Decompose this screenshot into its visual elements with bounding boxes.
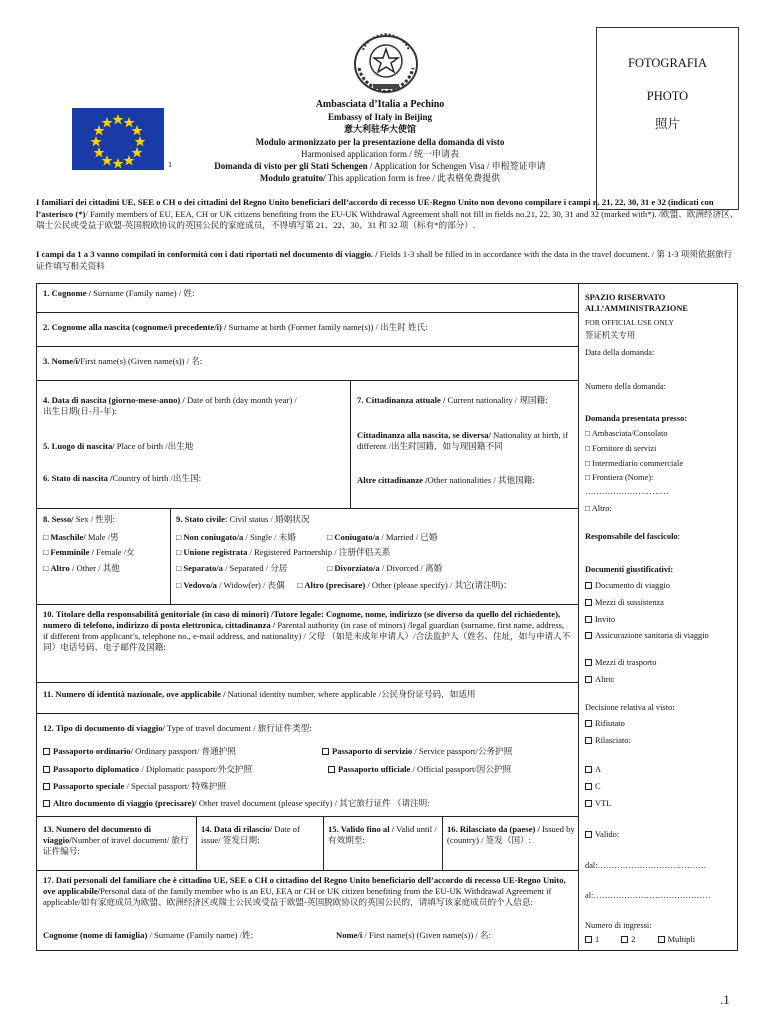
lodged-embassy-checkbox[interactable]: □ Ambasciata/Consolato — [585, 429, 668, 438]
form-title: Modulo armonizzato per la presentazione della domanda di visto — [255, 137, 505, 147]
eu-stars-icon — [72, 108, 164, 170]
official-use-cn: 签证机关专用 — [585, 331, 636, 340]
file-handled-by-label: Responsabile del fascicolo: — [585, 532, 680, 541]
nationality-at-birth-field[interactable]: Cittadinanza alla nascita, se diversa/ Nationality at birth, if different /出生时国籍，如与现国籍不同 — [357, 430, 569, 451]
doc-insurance-checkbox[interactable]: Assicurazione sanitaria di viaggio — [585, 630, 733, 641]
visa-type-a-checkbox[interactable]: A — [585, 764, 733, 775]
family-member-surname-field[interactable]: Cognome (nome di famiglia) / Surname (Family name) /姓: — [43, 930, 254, 940]
entries-1-checkbox[interactable]: 1 — [585, 935, 599, 944]
number-of-entries-label: Numero di ingressi: — [585, 921, 652, 930]
photo-label-it: FOTOGRAFIA — [628, 56, 707, 70]
photo-box — [596, 27, 739, 210]
civil-divorced-checkbox[interactable]: □ Divorziato/a / Divorced / 离婚 — [327, 563, 443, 573]
official-use-title: SPAZIO RISERVATO ALL’AMMINISTRAZIONE — [585, 293, 688, 313]
application-date-label: Data della domanda: — [585, 348, 655, 357]
other-nationalities-field[interactable]: Altre cittadinanze /Other nationalities / 其他国籍: — [357, 475, 535, 485]
supporting-documents-label: Documenti giustificativi: — [585, 565, 674, 574]
schengen-title: Domanda di visto per gli Stati Schengen / Application for Schengen Visa / 申根签证申请 — [214, 161, 546, 171]
lodged-service-provider-checkbox[interactable]: □ Fornitore di servizi — [585, 444, 657, 453]
border-name-line: ………………………… — [585, 487, 669, 496]
diplomatic-passport-checkbox[interactable]: Passaporto diplomatico / Diplomatic passport/外交护照 — [43, 764, 252, 775]
other-travel-document-checkbox[interactable]: Altro documento di viaggio (precisare)/ Other travel document (please specify) / 其它旅行证件 （请注明: — [43, 798, 430, 809]
doc-invitation-checkbox[interactable]: Invito — [585, 614, 733, 625]
entries-2-checkbox[interactable]: 2 — [621, 935, 635, 944]
eu-flag — [72, 108, 164, 170]
civil-married-checkbox[interactable]: □ Coniugato/a / Married / 已婚 — [327, 532, 438, 542]
sex-male-checkbox[interactable]: □ Maschile/ Male /男 — [43, 532, 119, 542]
current-nationality-field[interactable]: 7. Cittadinanza attuale / Current nationality / 现国籍: — [357, 395, 548, 405]
parental-authority-field[interactable]: 10. Titolare della responsabilità genitoriale (in caso di minori) /Tutore legale: Cognome, nome, indirizzo (se diverso da quello del richiedente), numero di telefono, indirizzo di posta elettronica, cittadinanza / Parental authority (in case of minors) /legal guardian (surname, first name, address, if different from applicant’s, telephone no., e-mail address, and nationality) / 父母 （如是未成年申请人）/合法监护人（姓名、住址，如与申请人不同）电话号码、电子邮件及国籍: — [43, 609, 571, 652]
sex-female-checkbox[interactable]: □ Femminile / Female /女 — [43, 547, 135, 557]
lodged-other-checkbox[interactable]: □ Altro: — [585, 504, 612, 513]
photo-label-en: PHOTO — [646, 89, 689, 103]
issued-checkbox[interactable]: Rilasciato: — [585, 735, 733, 746]
valid-until-field[interactable]: 15. Valido fino al / Valid until /有效期至: — [328, 824, 437, 845]
entries-multiple-checkbox[interactable]: Multipli — [658, 935, 695, 944]
applicant-fields-table — [36, 283, 579, 951]
free-form-note: Modulo gratuito/ This application form is free / 此表格免费提供 — [259, 173, 501, 183]
surname-at-birth-field[interactable]: 2. Cognome alla nascita (cognome/i precedente/i) / Surname at birth (Former family name(s)) / 出生时 姓氏: — [43, 322, 428, 332]
form-subtitle: Harmonised application form / 统一申请表 — [301, 149, 459, 159]
doc-other-checkbox[interactable]: Altro: — [585, 674, 733, 685]
official-use-en: FOR OFFICIAL USE ONLY — [585, 318, 675, 327]
date-of-issue-field[interactable]: 14. Data di rilascio/ Date of issue/ 签发日期: — [201, 824, 300, 845]
valid-checkbox[interactable]: Valido: — [585, 829, 733, 840]
visa-type-vtl-checkbox[interactable]: VTL — [585, 798, 733, 809]
date-of-birth-field[interactable]: 4. Data di nascita (giorno-mese-anno) / Date of birth (day month year) / 出生日期(日-月-年): — [43, 395, 297, 416]
travel-document-type-label: 12. Tipo di documento di viaggio/ Type of travel document / 旅行证件类型: — [43, 723, 312, 733]
civil-separated-checkbox[interactable]: □ Separato/a / Separated / 分居 — [176, 563, 288, 573]
page-number: .1 — [720, 992, 730, 1007]
doc-travel-document-checkbox[interactable]: Documento di viaggio — [585, 580, 733, 591]
embassy-chinese: 意大利驻华大使馆 — [343, 124, 416, 134]
civil-partnership-checkbox[interactable]: □ Unione registrata / Registered Partnership / 注册伴侣关系 — [176, 547, 391, 557]
civil-status-label: 9. Stato civile: Civil status / 婚姻状况 — [176, 514, 310, 524]
entries-options — [585, 934, 733, 945]
civil-single-checkbox[interactable]: □ Non coniugato/a / Single / 未婚 — [176, 532, 296, 542]
travel-document-number-field[interactable]: 13. Numero del documento di viaggio/Number of travel document/ 旅行证件编号: — [43, 824, 189, 856]
valid-from-line: dal:………………………………… — [585, 861, 707, 870]
civil-other-checkbox[interactable]: □ Altro (precisare) / Other (please specify) / 其它(请注明)： — [297, 580, 512, 590]
civil-widow-checkbox[interactable]: □ Vedovo/a / Widow(er) / 丧偶 — [176, 580, 285, 590]
photo-label-cn: 照片 — [654, 117, 680, 131]
valid-until-line: al:…………………………………… — [585, 891, 711, 900]
italian-emblem — [349, 28, 423, 96]
fields-note: I campi da 1 a 3 vanno compilati in conformità con i dati riportati nel documento di viaggio. / Fields 1-3 shall be filled in in accordance with the data in the travel document. / 第 1-3 项须依据旅行证件填写相关资料 — [36, 249, 733, 271]
application-number-label: Numero della domanda: — [585, 382, 666, 391]
family-member-first-name-field[interactable]: Nome/i / First name(s) (Given name(s)) / 名: — [336, 930, 491, 940]
surname-field[interactable]: 1. Cognome / Surname (Family name) / 姓: — [43, 288, 195, 298]
footnote-mark: 1 — [168, 160, 172, 169]
family-members-note: I familiari dei cittadini UE, SEE o CH o dei cittadini del Regno Unito beneficiari dell’accordo di recesso UE-Regno Unito non devono compilare i campi n. 21, 22, 30, 31 e 32 (indicati con l’asterisco (*)/ Family members of EU, EEA, CH or UK citizens benefiting from the EU-UK Withdrawal Agreement shall not fill in fields no.21, 22, 30, 31 and 32 (marked with*). /欧盟、欧洲经济区、瑞士公民或受益于欧盟-英国脱欧协议的英国公民的家庭成员，不得填写第 21、22、30、31 和 32 项（标有*的部分）. — [36, 197, 739, 231]
eu-family-member-section: 17. Dati personali del familiare che è cittadino UE, SEE o CH o cittadino del Regno Unito beneficiario dell’accordo di recesso UE-Regno Unito, ove applicabile/Personal data of the family member who is an EU, EEA or CH or UK citizen benefiting from the EU-UK Withdrawal Agreement if applicable/如有家庭成员为欧盟、欧洲经济区或瑞士公民或受益于欧盟-英国脱欧协议的英国公民的，请填写该家庭成员的个人信息: — [43, 875, 566, 907]
embassy-italian: Ambasciata d’Italia a Pechino — [315, 99, 445, 110]
visa-type-c-checkbox[interactable]: C — [585, 781, 733, 792]
place-of-birth-field[interactable]: 5. Luogo di nascita/ Place of birth /出生地 — [43, 441, 194, 451]
official-passport-checkbox[interactable]: Passaporto ufficiale / Official passport/因公护照 — [328, 764, 511, 775]
service-passport-checkbox[interactable]: Passaporto di servizio / Service passport/公务护照 — [322, 746, 512, 757]
lodged-border-checkbox[interactable]: □ Frontiera (Nome): — [585, 473, 654, 482]
ordinary-passport-checkbox[interactable]: Passaporto ordinario/ Ordinary passport/ 普通护照 — [43, 746, 236, 757]
sex-other-checkbox[interactable]: □ Altro / Other / 其他 — [43, 563, 120, 573]
refused-checkbox[interactable]: Rifiutato — [585, 718, 733, 729]
sex-label: 8. Sesso/ Sex / 性别: — [43, 514, 115, 524]
special-passport-checkbox[interactable]: Passaporto speciale / Special passport/ 特殊护照 — [43, 781, 226, 792]
first-name-field[interactable]: 3. Nome/i/First name(s) (Given name(s)) / 名: — [43, 356, 203, 366]
issued-by-field[interactable]: 16. Rilasciato da (paese) / Issued by (country) / 签发（国）: — [447, 824, 575, 845]
doc-means-checkbox[interactable]: Mezzi di sussistenza — [585, 597, 733, 608]
lodged-at-label: Domanda presentata presso: — [585, 414, 688, 423]
visa-decision-label: Decisione relativa al visto: — [585, 703, 676, 712]
embassy-english: Embassy of Italy in Beijing — [327, 112, 432, 122]
doc-transport-checkbox[interactable]: Mezzi di trasporto — [585, 657, 733, 668]
lodged-intermediary-checkbox[interactable]: □ Intermediario commerciale — [585, 459, 684, 468]
official-use-column — [579, 283, 738, 951]
country-of-birth-field[interactable]: 6. Stato di nascita /Country of birth /出生国: — [43, 473, 202, 483]
national-id-field[interactable]: 11. Numero di identità nazionale, ove applicabile / National identity number, where applicable /公民身份证号码，如适用 — [43, 689, 476, 699]
